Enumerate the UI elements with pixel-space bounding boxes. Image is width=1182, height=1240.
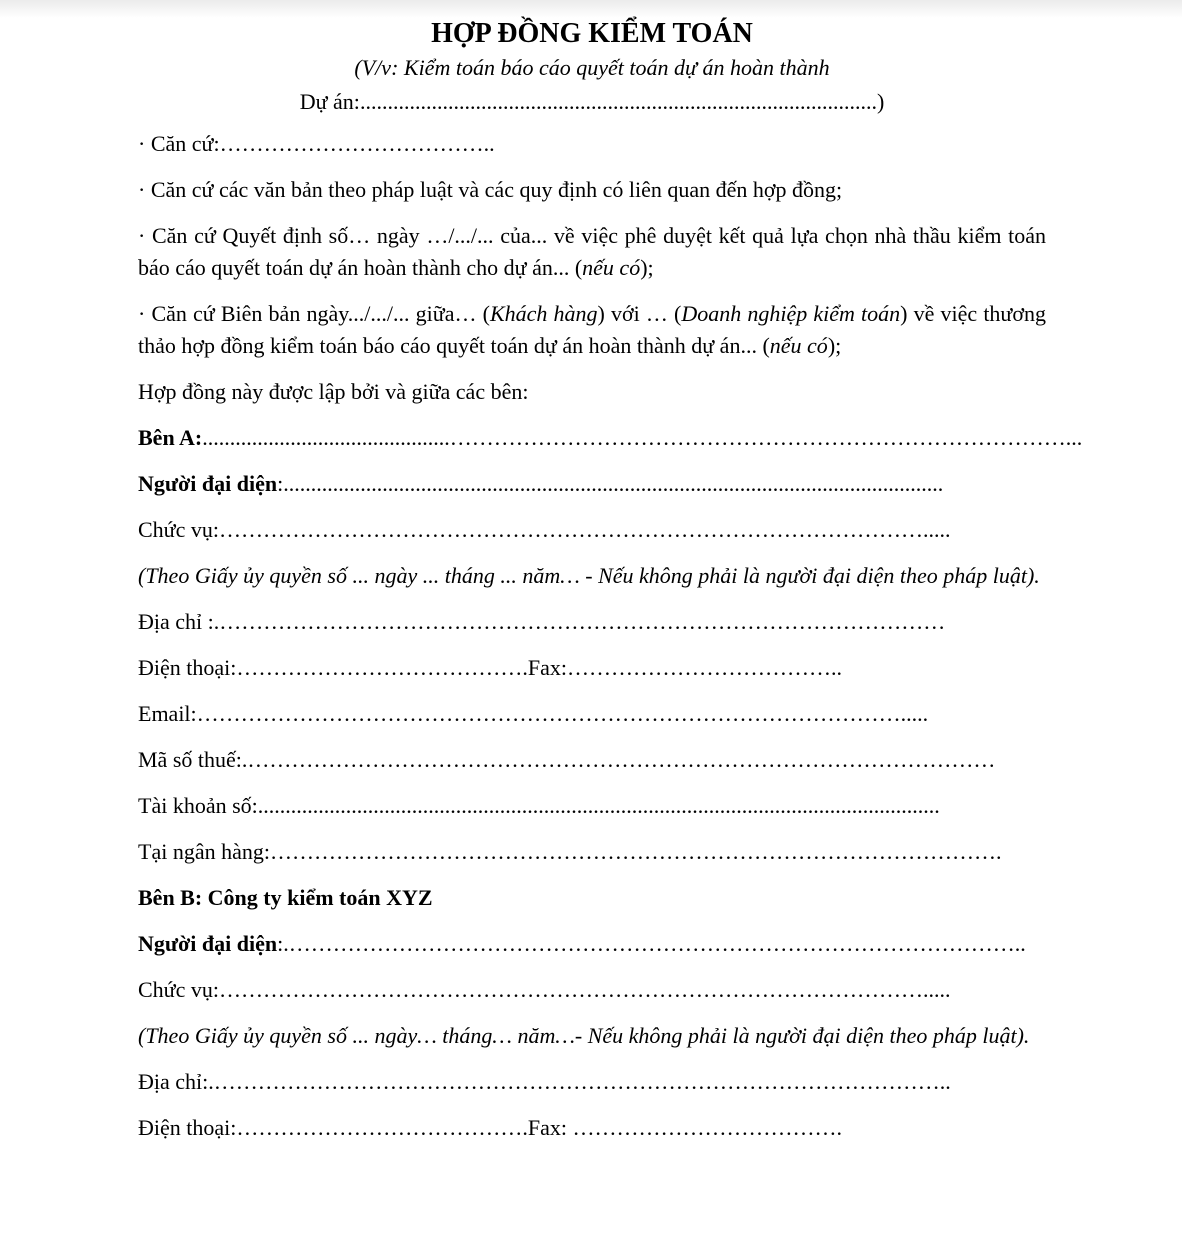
text-run: …………………………………………………………………………………… xyxy=(196,701,901,726)
text-run: · Căn cứ: xyxy=(138,131,220,156)
basis-line xyxy=(138,128,1046,160)
party-b-authorization-note xyxy=(138,1020,1046,1052)
text-run: ……………………………… xyxy=(219,131,484,156)
basis-decision xyxy=(138,220,1046,284)
party-a-address xyxy=(138,606,1046,638)
party-b-phone-fax xyxy=(138,1112,1046,1144)
text-run: (Theo Giấy ủy quyền số ... ngày… tháng… năm…- Nếu không phải là người đại diện theo pháp luật). xyxy=(138,1023,1030,1048)
text-run: .. xyxy=(831,655,842,680)
party-a-tax-code xyxy=(138,744,1046,776)
text-run: Điện thoại: xyxy=(138,655,237,680)
text-run: ……………………………………………………………………………………… xyxy=(269,839,996,864)
text-run: . xyxy=(995,839,1002,864)
project-name-line xyxy=(138,86,1046,118)
party-b-address xyxy=(138,1066,1046,1098)
contract-title xyxy=(138,16,1046,52)
text-run: Chức vụ: xyxy=(138,977,219,1002)
text-run: …………………………………………………………………………………… xyxy=(218,517,923,542)
text-run: nếu có xyxy=(769,333,828,358)
text-run: ); xyxy=(640,255,654,280)
basis-minutes xyxy=(138,298,1046,362)
text-run: Điện thoại: xyxy=(138,1115,237,1140)
text-run: Người đại diện xyxy=(138,471,278,496)
text-run: · Căn cứ các văn bản theo pháp luật và các quy định có liên quan đến hợp đồng; xyxy=(138,177,843,202)
text-run: . xyxy=(208,1069,214,1094)
party-a-representative xyxy=(138,468,1046,500)
text-run: . xyxy=(522,655,528,680)
party-a-position xyxy=(138,514,1046,546)
contract-subtitle xyxy=(138,52,1046,84)
text-run: . xyxy=(213,609,220,634)
text-run: Bên B: Công ty kiểm toán XYZ xyxy=(138,885,433,910)
text-run: ………………………………… xyxy=(236,1115,523,1140)
text-run: Doanh nghiệp kiểm toán xyxy=(681,301,901,326)
text-run: Bên A: xyxy=(138,425,203,450)
text-run: .............................................................................................. xyxy=(359,89,877,114)
text-run: Fax: xyxy=(527,655,567,680)
party-a-authorization-note xyxy=(138,560,1046,592)
text-run: ) về việc thương thảo hợp đồng kiểm toán báo cáo quyết toán dự án hoàn thành dự án... ( xyxy=(138,301,1046,358)
text-run: ……………………………………………………………………………………… xyxy=(213,1069,940,1094)
party-b-line xyxy=(138,882,1046,914)
text-run: ) với … ( xyxy=(597,301,682,326)
parties-intro xyxy=(138,376,1046,408)
text-run: Mã số thuế: xyxy=(138,747,242,772)
text-run: . xyxy=(836,1115,842,1140)
text-run: Email: xyxy=(138,701,197,726)
party-a-line xyxy=(138,422,1083,454)
text-run: : xyxy=(277,471,284,496)
text-run: Chức vụ: xyxy=(138,517,219,542)
text-run: ............................................................................................................................ xyxy=(257,793,940,818)
text-run: …………………………………………………………………………………… xyxy=(218,977,923,1002)
text-run: :. xyxy=(277,931,289,956)
text-run: ………………………………………………………………………… xyxy=(449,425,1066,450)
party-a-account-number xyxy=(138,790,1046,822)
text-run: ………………………………… xyxy=(236,655,523,680)
text-run: ..... xyxy=(922,517,951,542)
text-run: ............................................. xyxy=(202,425,450,450)
text-run: ……………………………… xyxy=(567,655,831,680)
text-run: Người đại diện xyxy=(138,931,278,956)
text-run: (V/v: Kiểm toán báo cáo quyết toán dự án hoàn thành xyxy=(354,55,830,80)
text-run: ………………………………………………………………………………………… xyxy=(247,747,996,772)
text-run: HỢP ĐỒNG KIỂM TOÁN xyxy=(431,18,753,49)
text-run: ..... xyxy=(900,701,929,726)
text-run: ); xyxy=(827,333,842,358)
party-b-representative xyxy=(138,928,1046,960)
text-run: Tài khoản số: xyxy=(138,793,258,818)
text-run: Tại ngân hàng: xyxy=(138,839,270,864)
text-run: ........................................................................................................................ xyxy=(283,471,944,496)
text-run: ……………………………… xyxy=(572,1115,837,1140)
text-run: .. xyxy=(483,131,495,156)
text-run: . xyxy=(241,747,248,772)
text-run: · Căn cứ Biên bản ngày.../.../... giữa… ( xyxy=(138,301,490,326)
text-run: · Căn cứ Quyết định số… ngày …/.../... của... về việc phê duyệt kết quả lựa chọn nhà thầu kiểm toán báo cáo quyết toán dự án hoàn thành cho dự án... ( xyxy=(138,223,1046,280)
text-run: Địa chỉ: xyxy=(138,1069,209,1094)
text-run: nếu có xyxy=(582,255,641,280)
text-run: ) xyxy=(876,89,885,114)
text-run: ..... xyxy=(922,977,951,1002)
text-run: (Theo Giấy ủy quyền số ... ngày ... tháng ... năm… - Nếu không phải là người đại diện theo pháp luật). xyxy=(138,563,1040,588)
text-run: .. xyxy=(939,1069,951,1094)
text-run: ……………………………………………………………………………………… xyxy=(219,609,946,634)
text-run: Khách hàng xyxy=(489,301,598,326)
text-run: .. xyxy=(1014,931,1026,956)
party-a-email xyxy=(138,698,1046,730)
party-b-position xyxy=(138,974,1046,1006)
text-run: ... xyxy=(1065,425,1083,450)
party-a-bank xyxy=(138,836,1046,868)
text-run: . xyxy=(522,1115,528,1140)
basis-legal-documents xyxy=(138,174,1046,206)
party-a-phone-fax xyxy=(138,652,1046,684)
text-run: Fax: xyxy=(527,1115,573,1140)
text-run: Hợp đồng này được lập bởi và giữa các bên: xyxy=(138,379,529,404)
text-run: Dự án: xyxy=(299,89,360,114)
text-run: Địa chỉ : xyxy=(138,609,214,634)
text-run: ……………………………………………………………………………………… xyxy=(288,931,1015,956)
